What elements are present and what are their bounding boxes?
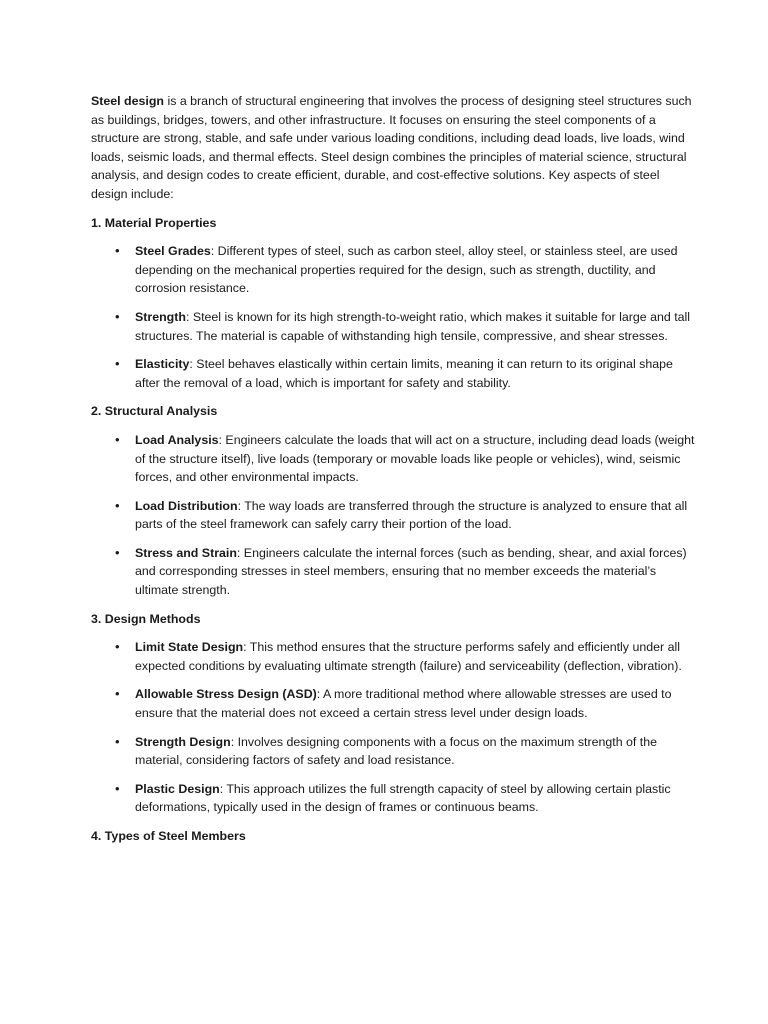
intro-term: Steel design bbox=[91, 94, 164, 108]
item-term: Load Analysis bbox=[135, 432, 219, 447]
bullet-icon: • bbox=[115, 780, 120, 796]
item-term: Strength Design bbox=[135, 734, 231, 749]
item-text: : A more traditional method where allowable stresses are used to ensure that the material does not exceed a certain stress level under design loads. bbox=[135, 687, 672, 721]
list-item bbox=[91, 497, 698, 534]
item-text: : The way loads are transferred through the structure is analyzed to ensure that all parts of the steel framework can safely carry their portion of the load. bbox=[135, 498, 688, 532]
item-text: : Steel is known for its high strength-to-weight ratio, which makes it suitable for large and tall structures. The material is capable of withstanding high tensile, compressive, and shear stresses. bbox=[135, 309, 691, 343]
bullet-icon: • bbox=[115, 686, 120, 702]
intro-paragraph bbox=[91, 92, 698, 204]
list-item bbox=[91, 355, 698, 392]
list-item bbox=[91, 638, 698, 675]
section-heading: 3. Design Methods bbox=[91, 611, 201, 626]
item-term: Steel Grades bbox=[135, 244, 211, 259]
item-text: : Involves designing components with a focus on the maximum strength of the material, considering factors of safety and load resistance. bbox=[135, 734, 658, 768]
item-text: : Different types of steel, such as carbon steel, alloy steel, or stainless steel, are used depending on the mechanical properties required for the design, such as strength, ductility, and corrosion resistance. bbox=[135, 244, 678, 296]
bullet-icon: • bbox=[115, 243, 120, 259]
item-term: Strength bbox=[135, 309, 186, 324]
bullet-icon: • bbox=[115, 356, 120, 372]
section-heading: 2. Structural Analysis bbox=[91, 404, 218, 419]
bullet-icon: • bbox=[115, 544, 120, 560]
section-heading: 4. Types of Steel Members bbox=[91, 829, 246, 843]
item-text: : Engineers calculate the internal forces (such as bending, shear, and axial forces) and corresponding stresses in steel members, ensuring that no member exceeds the material’s ultimate strength. bbox=[135, 545, 687, 598]
bullet-list bbox=[91, 431, 698, 600]
item-term: Allowable Stress Design (ASD) bbox=[135, 687, 317, 702]
bullet-icon: • bbox=[115, 431, 120, 447]
bullet-list bbox=[91, 242, 698, 392]
item-text: : Engineers calculate the loads that will act on a structure, including dead loads (weight of the structure itself), live loads (temporary or movable loads like people or vehicles), wind, seismic forces, and other environmental impacts. bbox=[135, 432, 695, 485]
item-term: Limit State Design bbox=[135, 640, 244, 655]
list-item bbox=[91, 733, 698, 770]
item-term: Load Distribution bbox=[135, 498, 238, 513]
item-term: Stress and Strain bbox=[135, 545, 237, 560]
list-item bbox=[91, 780, 698, 817]
list-item bbox=[91, 308, 698, 345]
item-term: Plastic Design bbox=[135, 781, 220, 796]
bullet-icon: • bbox=[115, 733, 120, 749]
bullet-icon: • bbox=[115, 308, 120, 324]
list-item bbox=[91, 431, 698, 487]
bullet-list bbox=[91, 638, 698, 817]
bullet-icon: • bbox=[115, 497, 120, 513]
list-item bbox=[91, 242, 698, 298]
list-item bbox=[91, 685, 698, 722]
item-text: : Steel behaves elastically within certain limits, meaning it can return to its original shape after the removal of a load, which is important for safety and stability. bbox=[135, 357, 673, 390]
item-text: : This method ensures that the structure performs safely and efficiently under all expected conditions by evaluating ultimate strength (failure) and serviceability (deflection, vibration). bbox=[135, 640, 682, 673]
list-item bbox=[91, 544, 698, 600]
bullet-icon: • bbox=[115, 639, 120, 655]
section-heading: 1. Material Properties bbox=[91, 215, 217, 230]
intro-text: is a branch of structural engineering that involves the process of designing steel structures such as buildings, bridges, towers, and other infrastructure. It focuses on ensuring the steel components of a structure are strong, stable, and safe under various loading conditions, including dead loads, live loads, wind loads, seismic loads, and thermal effects. Steel design combines the principles of material science, structural analysis, and design codes to create efficient, durable, and cost-effective solutions. Key aspects of steel design include: bbox=[91, 94, 692, 201]
item-text: : This approach utilizes the full strength capacity of steel by allowing certain plastic deformations, typically used in the design of frames or continuous beams. bbox=[135, 781, 671, 815]
item-term: Elasticity bbox=[135, 357, 190, 372]
